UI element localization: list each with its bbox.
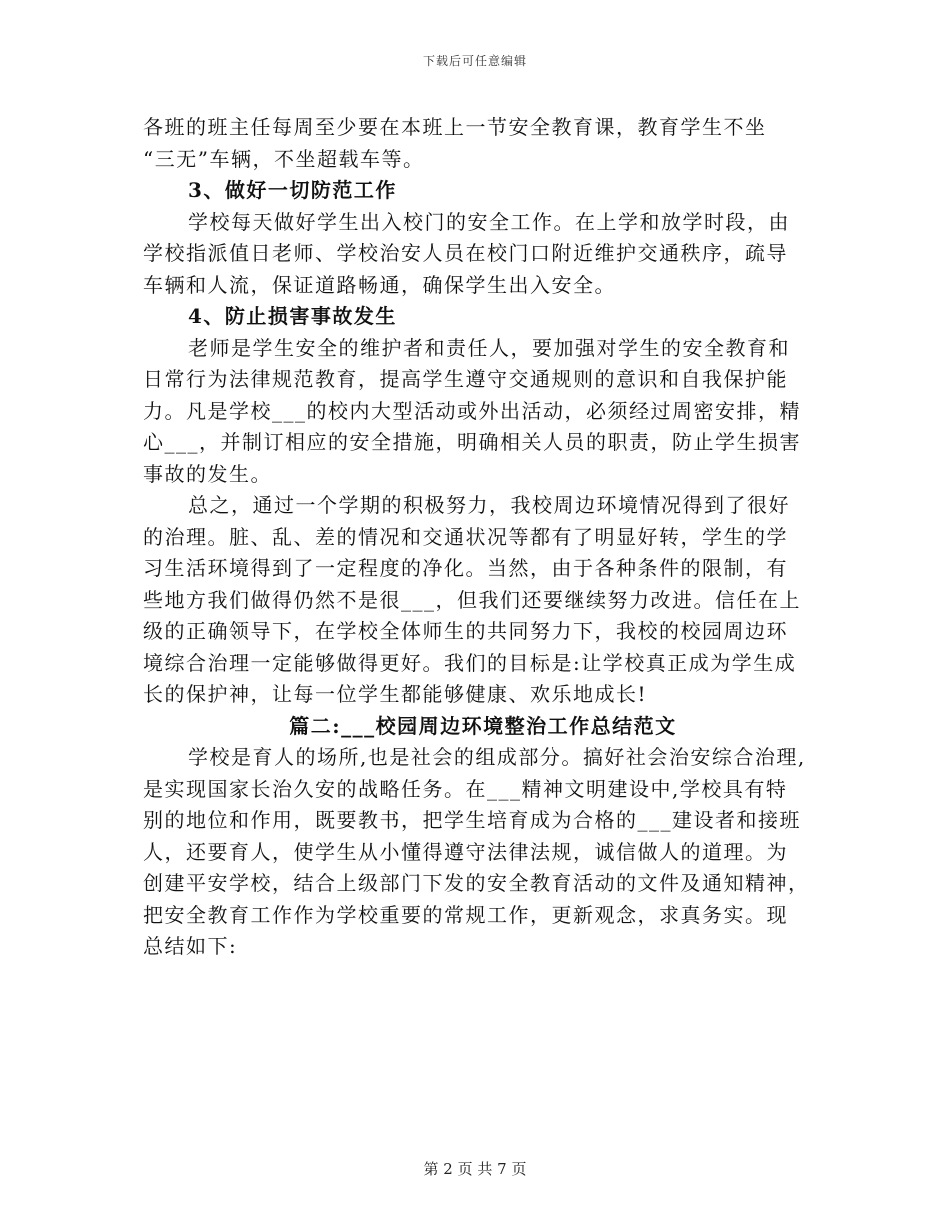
header-note: 下载后可任意编辑: [422, 54, 527, 68]
body-line: 些地方我们做得仍然不是很___，但我们还要继续努力改进。信任在上: [143, 587, 801, 612]
body-line: 各班的班主任每周至少要在本班上一节安全教育课，教育学生不坐: [143, 115, 767, 139]
paragraph-first-line: 总之，通过一个学期的积极努力，我校周边环境情况得到了很好: [188, 493, 790, 517]
body-line: 创建平安学校，结合上级部门下发的安全教育活动的文件及通知精神，: [143, 871, 810, 895]
body-line: 人，还要育人，使学生从小懂得遵守法律法规，诚信做人的道理。为: [143, 839, 788, 864]
body-line: 力。凡是学校___的校内大型活动或外出活动，必须经过周密安排，精: [143, 398, 801, 423]
section-heading: 4、防止损害事故发生: [188, 304, 397, 328]
body-line: 长的保护神，让每一位学生都能够健康、欢乐地成长!: [143, 682, 648, 706]
paragraph-first-line: 学校每天做好学生出入校门的安全工作。在上学和放学时段，由: [188, 209, 790, 234]
body-line: 事故的发生。: [143, 461, 272, 486]
paragraph-first-line: 学校是育人的场所,也是社会的组成部分。搞好社会治安综合治理,: [188, 745, 806, 769]
paragraph-first-line: 老师是学生安全的维护者和责任人，要加强对学生的安全教育和: [188, 335, 790, 360]
article-title: 篇二:___校园周边环境整治工作总结范文: [289, 713, 677, 738]
body-line: 别的地位和作用，既要教书，把学生培育成为合格的___建设者和接班: [143, 808, 801, 832]
page-indicator: 第 2 页 共 7 页: [423, 1160, 527, 1178]
body-line: “三无”车辆，不坐超载车等。: [143, 146, 425, 171]
section-heading: 3、做好一切防范工作: [188, 178, 397, 202]
document-body: [143, 112, 823, 963]
body-line: 学校指派值日老师、学校治安人员在校门口附近维护交通秩序，疏导: [143, 241, 788, 265]
body-line: 心___，并制订相应的安全措施，明确相关人员的职责，防止学生损害: [143, 430, 801, 454]
body-line: 车辆和人流，保证道路畅通，确保学生出入安全。: [143, 272, 616, 297]
body-line: 级的正确领导下，在学校全体师生的共同努力下，我校的校园周边环: [143, 619, 788, 643]
body-line: 的治理。脏、乱、差的情况和交通状况等都有了明显好转，学生的学: [143, 524, 788, 549]
body-line: 把安全教育工作作为学校重要的常规工作，更新观念，求真务实。现: [143, 902, 788, 927]
body-line: 是实现国家长治久安的战略任务。在___精神文明建设中,学校具有特: [143, 776, 788, 801]
body-line: 总结如下:: [143, 934, 238, 958]
body-line: 日常行为法律规范教育，提高学生遵守交通规则的意识和自我保护能: [143, 367, 788, 391]
body-line: 习生活环境得到了一定程度的净化。当然，由于各种条件的限制，有: [143, 556, 788, 580]
body-line: 境综合治理一定能够做得更好。我们的目标是:让学校真正成为学生成: [143, 650, 797, 675]
